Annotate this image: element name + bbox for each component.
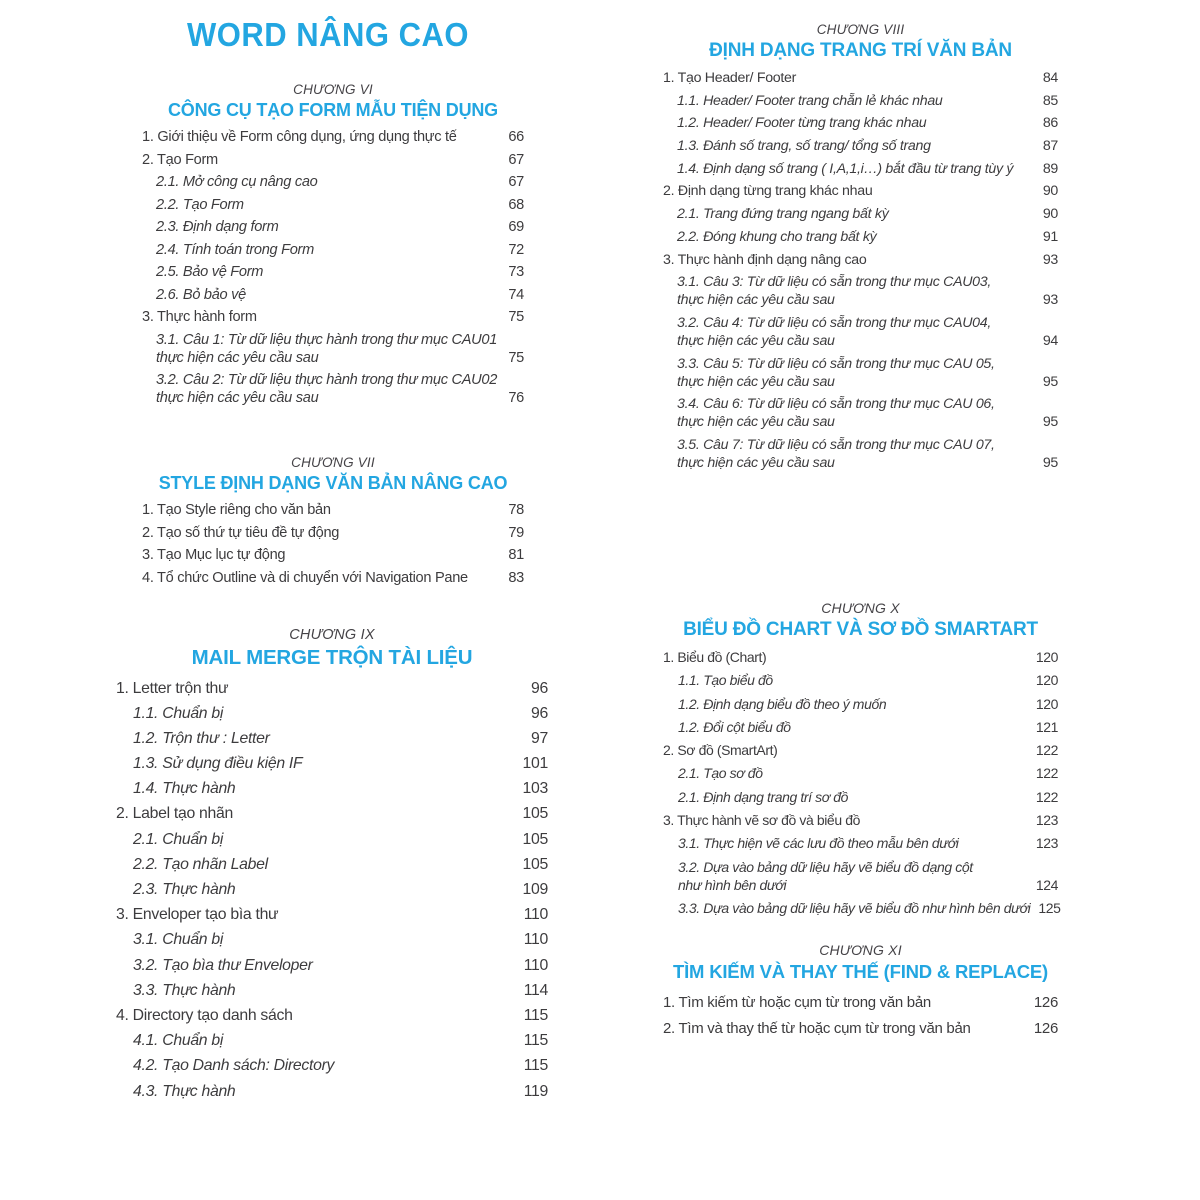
toc-entry: [142, 218, 524, 236]
toc-entry-text: 3. Tạo Mục lục tự động: [142, 547, 286, 563]
toc-entry-page: 81: [508, 547, 524, 563]
toc-entry-page: 90: [1042, 183, 1058, 200]
toc-entry-page: 115: [523, 1057, 548, 1075]
toc-entry-page: 110: [523, 931, 548, 949]
toc-entry: [142, 331, 524, 367]
toc-entry-page: 96: [531, 679, 548, 697]
toc-section-ch11: [658, 942, 1058, 1039]
left-sections: [108, 82, 548, 1101]
toc-entry-text: 3.2. Dựa vào bảng dữ liệu hãy vẽ biểu đồ dạng cột như hình bên dưới: [678, 858, 973, 894]
toc-entry: [663, 788, 1058, 807]
toc-entry-page: 72: [508, 241, 524, 258]
toc-entry: [116, 930, 548, 949]
toc-entry: [142, 286, 524, 304]
right-sections: [658, 22, 1061, 1038]
toc-entry-text: 3.3. Thực hành: [133, 981, 236, 999]
toc-section-ch7: [108, 455, 548, 587]
toc-entry: [663, 314, 1058, 350]
toc-entry-page: 115: [523, 1032, 548, 1050]
toc-entry: [116, 754, 548, 773]
toc-entry: [663, 69, 1058, 87]
toc-entry-page: 89: [1042, 160, 1058, 177]
toc-entry-text: 1. Letter trộn thư: [116, 679, 229, 697]
toc-entry-page: 121: [1035, 718, 1058, 735]
toc-entry-page: 126: [1033, 993, 1058, 1011]
toc-entry-text: 2.2. Tạo Form: [156, 196, 244, 213]
toc-section-ch9: [108, 627, 548, 1101]
toc-entry-text: 1.1. Chuẩn bị: [133, 704, 224, 722]
toc-entry-text: 3.1. Câu 3: Từ dữ liệu có sẵn trong thư mục CAU03, thực hiện các yêu cầu sau: [677, 274, 992, 309]
toc-entry-text: 3.3. Dựa vào bảng dữ liệu hãy vẽ biểu đồ như hình bên dưới: [678, 900, 1031, 917]
toc-entry-text: 4. Tổ chức Outline và di chuyển với Navigation Pane: [142, 569, 468, 586]
toc-entry-page: 125: [1038, 900, 1061, 917]
toc-entry-page: 95: [1042, 414, 1058, 431]
toc-entry: [142, 263, 524, 281]
toc-entry: [116, 880, 548, 899]
toc-entry-page: 122: [1035, 765, 1058, 782]
toc-entry-text: 3.2. Tạo bìa thư Enveloper: [133, 956, 313, 974]
toc-entry: [116, 956, 548, 975]
chapter-label: CHƯƠNG VIII: [816, 22, 905, 37]
toc-entry-text: 2. Tìm và thay thế từ hoặc cụm từ trong văn bản: [663, 1020, 971, 1038]
toc-entry-text: 3. Thực hành form: [142, 309, 257, 325]
toc-entry-text: 3.4. Câu 6: Từ dữ liệu có sẵn trong thư mục CAU 06, thực hiện các yêu cầu sau: [677, 396, 995, 431]
toc-entry-text: 1.2. Header/ Footer từng trang khác nhau: [677, 115, 927, 132]
toc-entry: [142, 241, 524, 259]
toc-entry-page: 95: [1042, 454, 1058, 471]
toc-entry-text: 1.4. Thực hành: [133, 780, 236, 798]
toc-entry-page: 91: [1042, 228, 1058, 245]
toc-entry-text: 2.5. Bảo vệ Form: [156, 264, 264, 280]
toc-entry-text: 2.2. Tạo nhãn Label: [133, 855, 268, 873]
toc-entry: [116, 729, 548, 748]
toc-entry: [663, 228, 1058, 246]
toc-entry-text: 4.3. Thực hành: [133, 1082, 236, 1100]
toc-entry-text: 1. Giới thiệu về Form công dụng, ứng dụng thực tế: [142, 129, 457, 145]
toc-entry-text: 2.4. Tính toán trong Form: [156, 241, 314, 258]
toc-entry-page: 120: [1035, 672, 1058, 689]
toc-entry: [663, 648, 1058, 667]
toc-entry: [663, 899, 1061, 918]
toc-entry-text: 4. Directory tạo danh sách: [116, 1006, 293, 1024]
toc-entry-text: 2.1. Tạo sơ đồ: [678, 765, 763, 782]
toc-entry-text: 3.2. Câu 4: Từ dữ liệu có sẵn trong thư mục CAU04, thực hiện các yêu cầu sau: [677, 314, 992, 349]
toc-entry-page: 122: [1035, 788, 1058, 805]
section-title: CÔNG CỤ TẠO FORM MẪU TIỆN DỤNG: [168, 100, 498, 120]
toc-entry: [663, 858, 1058, 895]
toc-entry: [116, 1031, 548, 1050]
toc-entry: [116, 779, 548, 798]
toc-entry: [116, 679, 548, 698]
toc-entry-text: 2.1. Mở công cụ nâng cao: [156, 174, 318, 190]
toc-entry-page: 120: [1035, 695, 1058, 712]
toc-entry: [663, 436, 1058, 472]
toc-entry-page: 66: [508, 129, 524, 145]
toc-entry-text: 3.1. Câu 1: Từ dữ liệu thực hành trong thư mục CAU01 thực hiện các yêu cầu sau: [156, 331, 498, 366]
toc-entry-text: 3.5. Câu 7: Từ dữ liệu có sẵn trong thư mục CAU 07, thực hiện các yêu cầu sau: [677, 436, 995, 471]
toc-entry-page: 86: [1042, 115, 1058, 132]
toc-entry-page: 87: [1042, 138, 1058, 155]
toc-entry: [142, 173, 524, 191]
toc-entry: [663, 355, 1058, 391]
toc-entry: [663, 1019, 1058, 1038]
toc-entry-text: 2. Sơ đồ (SmartArt): [663, 742, 778, 759]
toc-entry-text: 1.1. Tạo biểu đồ: [678, 672, 773, 689]
toc-entry-page: 84: [1042, 70, 1058, 86]
toc-entry-text: 2.1. Chuẩn bị: [133, 830, 224, 848]
toc-entry-page: 94: [1042, 332, 1058, 349]
toc-entry-text: 1.1. Header/ Footer trang chẵn lẻ khác nhau: [677, 92, 943, 109]
toc-entry: [142, 371, 524, 407]
toc-entry-text: 1. Biểu đồ (Chart): [663, 648, 767, 665]
toc-entry: [142, 151, 524, 169]
toc-entry: [663, 395, 1058, 431]
toc-entry-page: 68: [508, 196, 524, 213]
toc-entry-text: 1.2. Định dạng biểu đồ theo ý muốn: [678, 695, 887, 712]
toc-entry-text: 3.1. Chuẩn bị: [133, 931, 224, 949]
chapter-label: CHƯƠNG IX: [289, 626, 375, 643]
toc-entry: [142, 569, 524, 587]
toc-entry-text: 1.2. Trộn thư : Letter: [133, 729, 270, 747]
toc-entry-text: 2.6. Bỏ bảo vệ: [156, 286, 246, 303]
toc-entry-page: 105: [522, 855, 548, 873]
toc-entry-page: 83: [508, 569, 524, 586]
toc-entry-page: 115: [523, 1006, 548, 1024]
toc-entry: [116, 855, 548, 874]
toc-entry-text: 1.3. Sử dụng điều kiện IF: [133, 755, 303, 773]
toc-entry-page: 109: [522, 881, 548, 898]
toc-entry-page: 122: [1035, 742, 1058, 759]
toc-entry-list: [116, 679, 548, 1101]
toc-entry-page: 110: [523, 906, 548, 924]
left-column: [108, 0, 548, 1107]
section-title: ĐỊNH DẠNG TRANG TRÍ VĂN BẢN: [709, 40, 1012, 61]
toc-entry: [663, 741, 1058, 760]
toc-entry: [116, 704, 548, 723]
toc-entry-page: 114: [523, 981, 548, 999]
section-title: BIỂU ĐỒ CHART VÀ SƠ ĐỒ SMARTART: [683, 618, 1038, 640]
toc-entry: [116, 1006, 548, 1025]
section-title: TÌM KIẾM VÀ THAY THẾ (FIND & REPLACE): [673, 960, 1048, 982]
toc-entry-text: 4.1. Chuẩn bị: [133, 1032, 224, 1050]
toc-entry: [663, 695, 1058, 714]
toc-entry: [116, 830, 548, 849]
toc-entry: [663, 834, 1058, 853]
toc-entry-page: 79: [508, 524, 524, 541]
toc-entry: [663, 160, 1058, 178]
toc-entry-list: [142, 501, 524, 587]
toc-entry-page: 123: [1035, 835, 1058, 852]
toc-entry: [116, 905, 548, 924]
toc-entry-text: 1. Tìm kiếm từ hoặc cụm từ trong văn bản: [663, 993, 931, 1011]
toc-entry-page: 120: [1035, 648, 1058, 665]
toc-section-ch8: [658, 22, 1058, 472]
toc-entry-page: 73: [508, 264, 524, 280]
toc-entry-page: 93: [1042, 292, 1058, 309]
toc-entry-text: 2. Tạo Form: [142, 151, 218, 168]
toc-entry-page: 95: [1042, 373, 1058, 390]
toc-entry-text: 3.3. Câu 5: Từ dữ liệu có sẵn trong thư mục CAU 05, thực hiện các yêu cầu sau: [677, 355, 995, 390]
toc-entry-text: 1.2. Đổi cột biểu đồ: [678, 718, 791, 735]
toc-entry-page: 97: [531, 729, 548, 747]
toc-entry-text: 3.1. Thực hiện vẽ các lưu đồ theo mẫu bên dưới: [678, 835, 959, 852]
toc-entry-list: [663, 69, 1058, 472]
toc-entry: [663, 811, 1058, 830]
toc-entry: [116, 1082, 548, 1101]
toc-entry-page: 67: [508, 151, 524, 168]
toc-entry: [663, 182, 1058, 200]
toc-entry-text: 3. Thực hành vẽ sơ đồ và biểu đồ: [663, 812, 860, 829]
toc-entry-text: 2. Tạo số thứ tự tiêu đề tự động: [142, 524, 340, 541]
section-title: STYLE ĐỊNH DẠNG VĂN BẢN NÂNG CAO: [158, 473, 508, 493]
toc-entry-text: 2.1. Định dạng trang trí sơ đồ: [678, 788, 849, 805]
toc-entry: [116, 1056, 548, 1075]
toc-entry-page: 105: [522, 830, 548, 848]
toc-entry-page: 101: [522, 755, 548, 773]
toc-entry-page: 124: [1035, 877, 1058, 894]
toc-entry-text: 1. Tạo Header/ Footer: [663, 70, 797, 86]
chapter-label: CHƯƠNG XI: [819, 941, 902, 958]
toc-entry-page: 78: [508, 502, 524, 518]
toc-entry-text: 3. Enveloper tạo bìa thư: [116, 906, 279, 924]
toc-entry-list: [663, 993, 1058, 1039]
chapter-label: CHƯƠNG VI: [293, 82, 373, 97]
toc-entry-page: 74: [508, 286, 524, 303]
toc-entry-text: 2. Định dạng từng trang khác nhau: [663, 183, 873, 200]
toc-entry-page: 85: [1042, 92, 1058, 109]
toc-entry: [663, 205, 1058, 223]
toc-entry-page: 103: [522, 780, 548, 798]
toc-entry-text: 3. Thực hành định dạng nâng cao: [663, 251, 867, 268]
page-title: WORD NÂNG CAO: [186, 16, 470, 54]
toc-entry-page: 123: [1035, 812, 1058, 829]
toc-entry: [663, 993, 1058, 1012]
toc-entry-page: 69: [508, 219, 524, 235]
toc-entry-text: 1.4. Định dạng số trang ( I,A,1,i…) bắt đầu từ trang tùy ý: [677, 160, 1014, 177]
toc-entry-list: [663, 648, 1061, 918]
right-column: [658, 0, 1061, 1046]
toc-entry-text: 1. Tạo Style riêng cho văn bản: [142, 502, 331, 518]
toc-entry-text: 2.3. Thực hành: [133, 881, 236, 898]
toc-entry-text: 2.1. Trang đứng trang ngang bất kỳ: [677, 206, 889, 223]
toc-entry-text: 4.2. Tạo Danh sách: Directory: [133, 1057, 335, 1075]
section-title: MAIL MERGE TRỘN TÀI LIỆU: [191, 645, 473, 669]
toc-entry-text: 3.2. Câu 2: Từ dữ liệu thực hành trong thư mục CAU02 thực hiện các yêu cầu sau: [156, 372, 498, 406]
toc-entry-page: 105: [522, 805, 548, 823]
toc-entry-page: 75: [508, 349, 524, 366]
toc-entry: [142, 524, 524, 542]
toc-entry: [663, 114, 1058, 132]
toc-entry: [142, 546, 524, 564]
toc-entry-page: 110: [523, 956, 548, 974]
toc-entry-text: 2.3. Định dạng form: [156, 219, 279, 235]
toc-entry: [663, 92, 1058, 110]
toc-entry-page: 75: [508, 309, 524, 325]
toc-entry-page: 76: [508, 390, 524, 406]
toc-entry-text: 2.2. Đóng khung cho trang bất kỳ: [677, 228, 877, 245]
toc-entry: [142, 196, 524, 214]
toc-entry: [142, 308, 524, 326]
toc-entry-text: 1.3. Đánh số trang, số trang/ tổng số trang: [677, 138, 931, 155]
chapter-label: CHƯƠNG X: [821, 599, 900, 616]
toc-entry-page: 126: [1033, 1020, 1058, 1038]
toc-entry-page: 119: [523, 1082, 548, 1100]
toc-entry: [142, 128, 524, 146]
toc-entry-text: 2. Label tạo nhãn: [116, 805, 233, 823]
toc-entry: [142, 501, 524, 519]
toc-entry: [663, 251, 1058, 269]
toc-entry: [663, 137, 1058, 155]
toc-entry: [663, 671, 1058, 690]
toc-entry-page: 93: [1042, 251, 1058, 268]
toc-section-ch6: [108, 82, 548, 407]
toc-entry: [663, 764, 1058, 783]
toc-entry: [663, 718, 1058, 737]
toc-section-ch10: [658, 599, 1061, 918]
toc-entry-page: 90: [1042, 206, 1058, 223]
toc-entry-list: [142, 128, 524, 407]
toc-entry-page: 67: [508, 174, 524, 190]
toc-entry: [116, 804, 548, 823]
toc-entry-page: 96: [531, 704, 548, 722]
toc-entry: [116, 981, 548, 1000]
toc-entry: [663, 273, 1058, 309]
chapter-label: CHƯƠNG VII: [291, 455, 375, 470]
